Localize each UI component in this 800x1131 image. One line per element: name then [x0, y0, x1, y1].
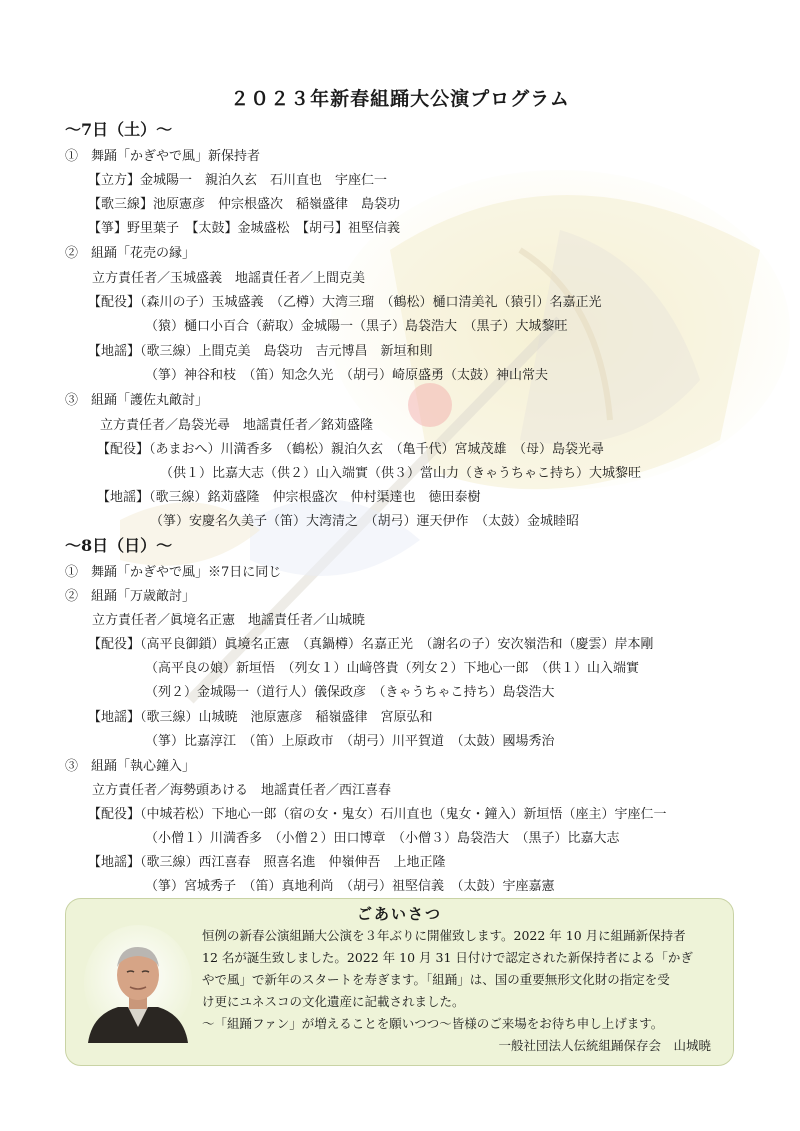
cast-line: （箏）安慶名久美子（笛）大湾清之 （胡弓）運天伊作 （太鼓）金城睦昭 — [150, 514, 580, 529]
cast-line: 【配役】（高平良御鎖）眞境名正憲 （真鍋樽）名嘉正光 （謝名の子）安次嶺浩和（慶雲）岸本剛 — [88, 637, 654, 652]
cast-line: （箏）宮城秀子 （笛）真地利尚 （胡弓）祖堅信義 （太鼓）宇座嘉憲 — [145, 879, 555, 894]
responsible-line: 立方責任者／島袋光尋 地謡責任者／銘苅盛隆 — [100, 418, 374, 433]
cast-line: （供１）比嘉大志（供２）山入端實（供３）當山力（きゃうちゃこ持ち）大城黎旺 — [160, 466, 642, 481]
cast-line: 【地謡】（歌三線）西江喜春 照喜名進 仲嶺伸吾 上地正隆 — [88, 855, 446, 870]
greeting-box — [65, 898, 734, 1066]
cast-line: 【立方】金城陽一 親泊久玄 石川直也 宇座仁一 — [88, 173, 388, 188]
program-item-title: ① 舞踊「かぎやで風」新保持者 — [65, 149, 261, 164]
speaker-portrait-photo — [82, 923, 194, 1043]
program-item-title: ③ 組踊「護佐丸敵討」 — [65, 393, 209, 408]
greeting-heading: ごあいさつ — [356, 905, 442, 923]
responsible-line: 立方責任者／海勢頭あける 地謡責任者／西江喜春 — [92, 783, 392, 798]
cast-line: 【歌三線】池原憲彦 仲宗根盛次 稲嶺盛律 島袋功 — [88, 197, 401, 212]
cast-line: （箏）比嘉淳江 （笛）上原政市 （胡弓）川平賀道 （太鼓）國場秀治 — [145, 734, 555, 749]
cast-line: （列２）金城陽一（道行人）儀保政彦 （きゃうちゃこ持ち）島袋浩大 — [145, 685, 555, 700]
greeting-signature: 一般社団法人伝統組踊保存会 山城暁 — [498, 1038, 711, 1053]
program-item-title: ② 組踊「花売の縁」 — [65, 246, 196, 261]
cast-line: （箏）神谷和枝 （笛）知念久光 （胡弓）崎原盛勇（太鼓）神山常夫 — [145, 368, 549, 383]
cast-line: （高平良の娘）新垣悟 （列女１）山﨑啓貴（列女２）下地心一郎 （供１）山入端實 — [145, 661, 640, 676]
greeting-line: 恒例の新春公演組踊大公演を３年ぶりに開催致します。2022 年 10 月に組踊新保持者 — [202, 928, 686, 943]
cast-line: 【配役】（森川の子）玉城盛義 （乙樽）大湾三瑠 （鶴松）樋口清美礼（猿引）名嘉正光 — [88, 295, 602, 310]
greeting-line: やで風」で新年のスタートを寿ぎます。「組踊」は、国の重要無形文化財の指定を受 — [202, 972, 670, 987]
day-heading: ～7日（土）～ — [65, 120, 173, 139]
program-item-title: ② 組踊「万歳敵討」 — [65, 589, 196, 604]
greeting-line: ～「組踊ファン」が増えることを願いつつ～皆様のご来場をお待ち申し上げます。 — [202, 1016, 664, 1031]
cast-line: 【地謡】（歌三線）銘苅盛隆 仲宗根盛次 仲村渠達也 徳田泰樹 — [97, 490, 481, 505]
cast-line: （猿）樋口小百合（薪取）金城陽一（黒子）島袋浩大 （黒子）大城黎旺 — [145, 319, 568, 334]
cast-line: 【地謡】（歌三線）山城暁 池原憲彦 稲嶺盛律 宮原弘和 — [88, 710, 433, 725]
responsible-line: 立方責任者／玉城盛義 地謡責任者／上間克美 — [92, 271, 366, 286]
greeting-line: け更にユネスコの文化遺産に記載されました。 — [202, 994, 465, 1009]
cast-line: （小僧１）川満香多 （小僧２）田口博章 （小僧３）島袋浩大 （黒子）比嘉大志 — [145, 831, 620, 846]
responsible-line: 立方責任者／眞境名正憲 地謡責任者／山城暁 — [92, 613, 366, 628]
cast-line: 【箏】野里葉子 【太鼓】金城盛松 【胡弓】祖堅信義 — [88, 221, 401, 236]
day-heading: ～8日（日）～ — [65, 536, 173, 555]
cast-line: 【配役】（中城若松）下地心一郎（宿の女・鬼女）石川直也（鬼女・鐘入）新垣悟（座主）宇座仁一 — [88, 807, 667, 822]
greeting-line: 12 名が誕生致しました。2022 年 10 月 31 日付けで認定された新保持者による「かぎ — [202, 950, 693, 965]
program-item-title: ① 舞踊「かぎやで風」※7日に同じ — [65, 565, 282, 580]
program-title: ２０２３年新春組踊大公演プログラム — [230, 88, 570, 110]
cast-line: 【地謡】（歌三線）上間克美 島袋功 吉元博昌 新垣和則 — [88, 344, 433, 359]
program-item-title: ③ 組踊「執心鐘入」 — [65, 759, 196, 774]
cast-line: 【配役】（あまおへ）川満香多 （鶴松）親泊久玄 （亀千代）宮城茂雄 （母）島袋光尋 — [97, 442, 605, 457]
